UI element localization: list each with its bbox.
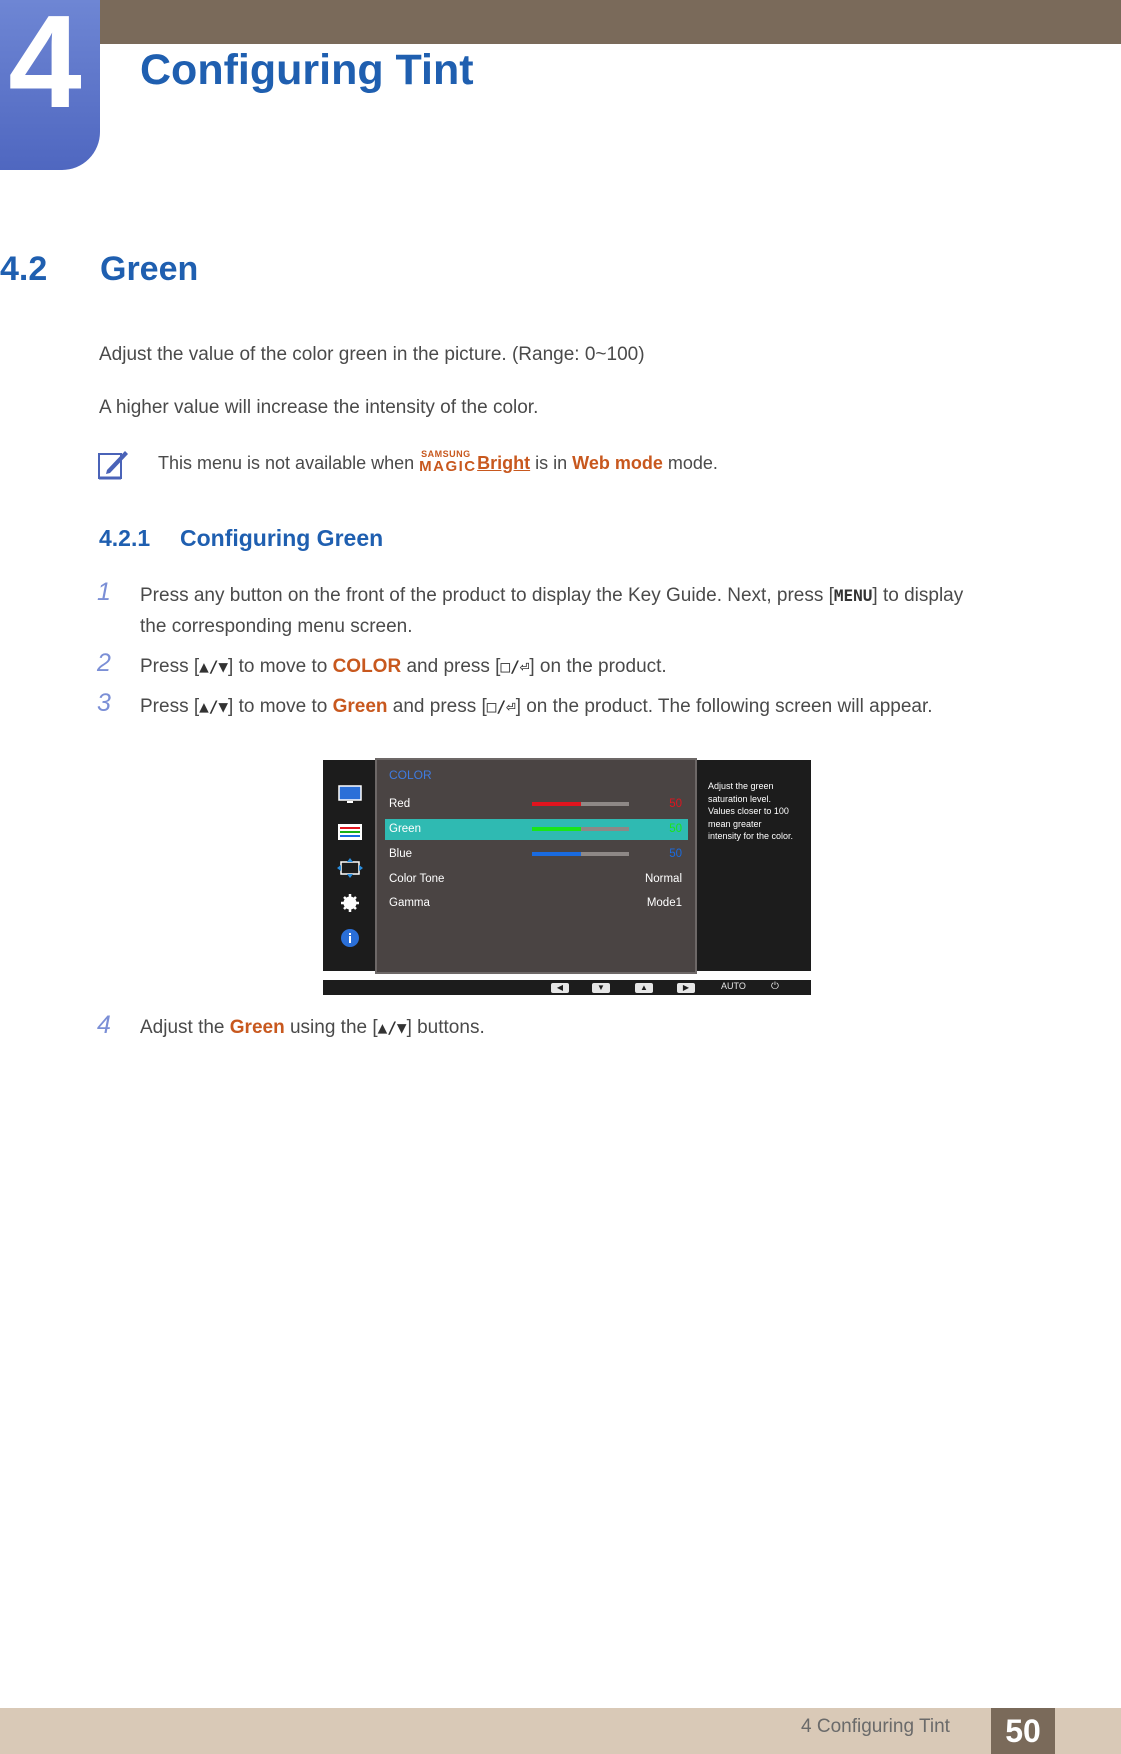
step-4-text — [140, 1017, 485, 1039]
picture-icon — [337, 784, 363, 804]
osd-row-label: Red — [389, 798, 411, 810]
subsection-number: 4.2.1 — [99, 525, 151, 551]
osd-row-label: Gamma — [389, 897, 430, 909]
help-line: mean greater — [708, 818, 762, 829]
footer-band — [0, 1708, 1121, 1754]
osd-row-label: Blue — [389, 848, 413, 860]
chapter-title: Configuring Tint — [140, 46, 474, 94]
osd-slider-value: 50 — [669, 798, 682, 810]
paragraph-range: Adjust the value of the color green in the picture. (Range: 0~100) — [99, 344, 645, 365]
step-4-text-b: using the [ — [284, 1017, 378, 1038]
osd-row-red[interactable] — [385, 794, 688, 815]
note-before: This menu is not available when — [158, 453, 420, 473]
osd-row-green[interactable] — [385, 819, 688, 840]
menu-key: MENU — [833, 586, 873, 605]
osd-key-guide-bar — [323, 980, 811, 995]
osd-row-label: Green — [389, 823, 421, 835]
logo-magic: MAGIC — [419, 458, 477, 475]
information-icon — [337, 928, 363, 948]
osd-slider-fill — [532, 827, 581, 831]
step-4-number: 4 — [97, 1011, 111, 1039]
help-line: saturation level. — [708, 793, 772, 804]
step-3-text-d: ] on the product. The following screen will appear. — [515, 696, 933, 717]
green-target: Green — [332, 696, 388, 717]
auto-label: AUTO — [721, 981, 746, 991]
note-icon — [98, 448, 130, 480]
step-2-text-d: ] on the product. — [529, 656, 667, 677]
osd-slider-track[interactable] — [532, 802, 629, 806]
green-target: Green — [229, 1017, 285, 1038]
osd-row-setting: Mode1 — [646, 897, 682, 909]
osd-row-gamma[interactable] — [385, 893, 688, 914]
up-down-keys: ▲/▼ — [377, 1018, 407, 1037]
osd-screenshot — [323, 758, 811, 998]
color-target: COLOR — [332, 656, 402, 677]
logo-samsung: SAMSUNG — [421, 449, 471, 459]
up-down-keys: ▲/▼ — [199, 697, 229, 716]
section-number: 4.2 — [0, 250, 48, 288]
enter-keys: □/⏎ — [500, 657, 530, 676]
subsection-heading — [99, 525, 383, 552]
step-4-text-c: ] buttons. — [406, 1017, 485, 1038]
osd-slider-value: 50 — [669, 823, 682, 835]
step-2-number: 2 — [97, 649, 111, 677]
color-icon — [337, 822, 363, 842]
paragraph-intensity: A higher value will increase the intensity of the color. — [99, 397, 539, 418]
note-after: mode. — [662, 453, 718, 473]
osd-slider-fill — [532, 852, 581, 856]
left-arrow-icon: ◀ — [551, 983, 569, 993]
osd-row-blue[interactable] — [385, 844, 688, 865]
osd-slider-value: 50 — [669, 848, 682, 860]
enter-keys: □/⏎ — [486, 697, 516, 716]
subsection-title: Configuring Green — [180, 525, 384, 551]
help-line: Adjust the green — [708, 781, 774, 791]
note-middle: is in — [530, 453, 573, 473]
header-band — [0, 0, 1121, 44]
chapter-number: 4 — [8, 0, 82, 135]
right-arrow-icon: ▶ — [677, 983, 695, 993]
osd-slider-track[interactable] — [532, 852, 629, 856]
chapter-tab — [0, 0, 100, 170]
section-title: Green — [100, 250, 199, 288]
step-2-text-a: Press [ — [140, 656, 200, 677]
step-1-line-2: the corresponding menu screen. — [140, 616, 413, 637]
step-3-text-c: and press [ — [387, 696, 487, 717]
step-2-text — [140, 656, 667, 678]
step-3-text-b: ] to move to — [228, 696, 333, 717]
down-arrow-icon: ▼ — [592, 983, 610, 993]
up-down-keys: ▲/▼ — [199, 657, 229, 676]
step-1-text-a: Press any button on the front of the product to display the Key Guide. Next, press [ — [140, 585, 834, 606]
magicbright-link[interactable]: Bright — [477, 453, 531, 473]
page-number: 50 — [991, 1708, 1055, 1754]
osd-row-color-tone[interactable] — [385, 869, 688, 890]
osd-row-setting: Normal — [644, 873, 682, 885]
samsung-magic-logo — [419, 451, 477, 473]
osd-slider-track[interactable] — [532, 827, 629, 831]
size-position-icon — [337, 858, 363, 878]
step-4-text-a: Adjust the — [140, 1017, 230, 1038]
step-1-text-b: ] to display — [872, 585, 964, 606]
osd-slider-fill — [532, 802, 581, 806]
osd-icon-sidebar — [323, 760, 376, 971]
osd-help-text — [697, 760, 811, 971]
help-line: Values closer to 100 — [708, 806, 789, 816]
note-text — [158, 451, 718, 474]
web-mode: Web mode — [572, 453, 663, 473]
step-2-text-c: and press [ — [401, 656, 501, 677]
footer-chapter-label: 4 Configuring Tint — [801, 1716, 950, 1737]
power-icon: ⏻ — [771, 981, 779, 992]
step-3-text — [140, 696, 933, 718]
osd-menu-panel — [375, 758, 697, 974]
step-3-text-a: Press [ — [140, 696, 200, 717]
step-1-line-1 — [140, 585, 963, 607]
step-2-text-b: ] to move to — [228, 656, 333, 677]
up-arrow-icon: ▲ — [635, 983, 653, 993]
osd-menu-title: COLOR — [389, 768, 432, 782]
step-3-number: 3 — [97, 689, 111, 717]
setup-gear-icon — [337, 893, 363, 913]
osd-row-label: Color Tone — [389, 873, 445, 885]
step-1-number: 1 — [97, 578, 111, 606]
help-line: intensity for the color. — [708, 831, 794, 841]
